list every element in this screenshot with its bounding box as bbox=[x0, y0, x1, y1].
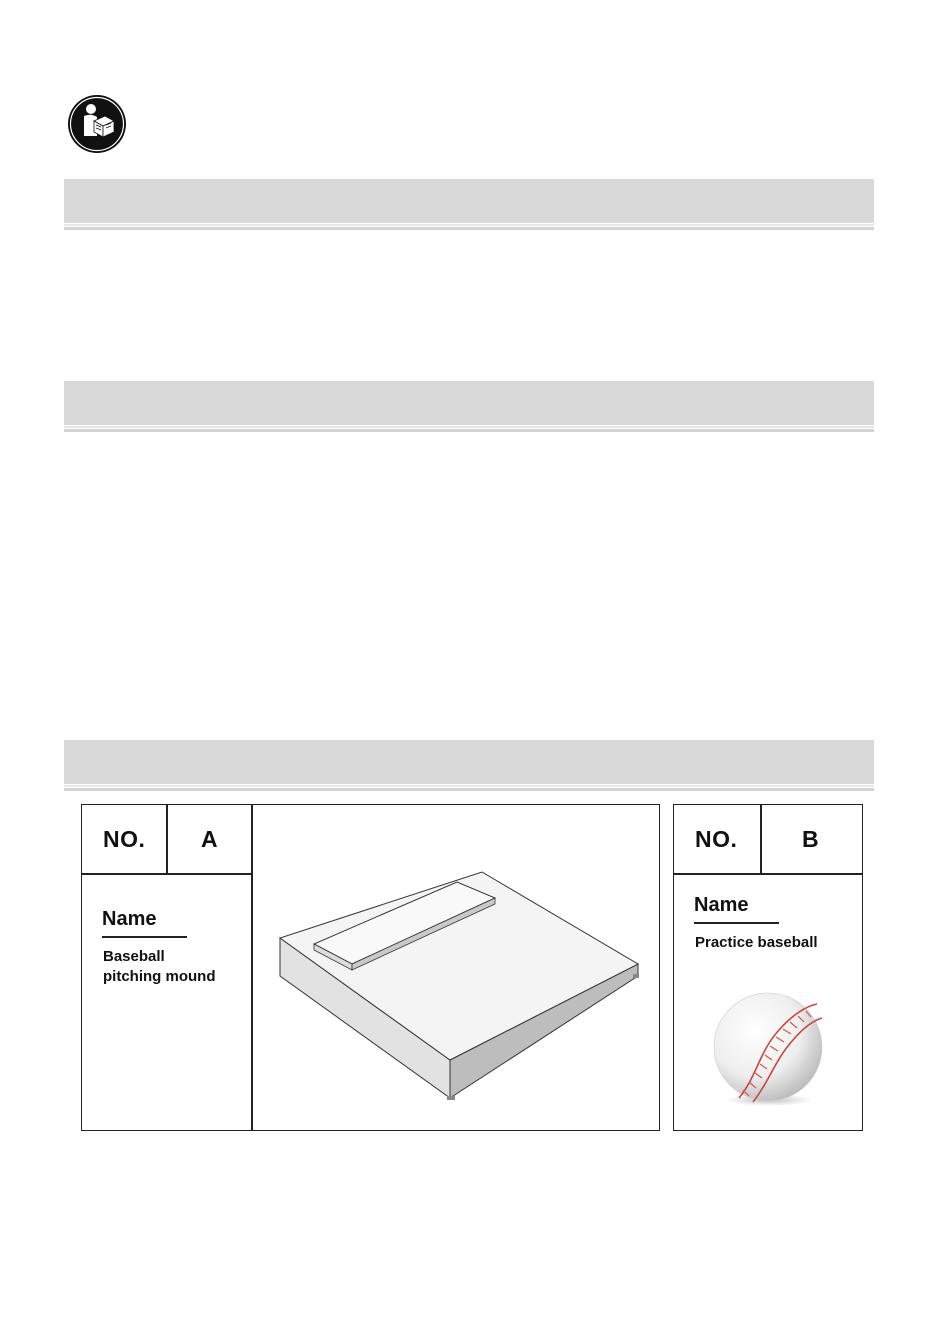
part-a-name: Baseball pitching mound bbox=[103, 948, 216, 985]
section-rule bbox=[64, 227, 874, 230]
section-rule bbox=[64, 429, 874, 432]
pitching-mound-illustration bbox=[270, 860, 650, 1100]
part-a-name-label: Name bbox=[102, 908, 157, 930]
section-rule bbox=[64, 426, 874, 428]
part-b-name: Practice baseball bbox=[695, 934, 818, 951]
section-header-band-2 bbox=[64, 381, 874, 425]
part-b-name-label: Name bbox=[694, 894, 749, 916]
section-rule bbox=[64, 785, 874, 787]
section-rule bbox=[64, 224, 874, 226]
divider bbox=[102, 936, 187, 938]
section-rule bbox=[64, 788, 874, 791]
section-header-band-1 bbox=[64, 179, 874, 223]
read-manual-icon bbox=[67, 94, 127, 154]
divider bbox=[81, 873, 252, 875]
part-a-id: A bbox=[201, 826, 219, 852]
part-b-no-label: NO. bbox=[695, 826, 738, 852]
divider bbox=[760, 804, 762, 874]
section-header-band-3 bbox=[64, 740, 874, 784]
divider bbox=[673, 873, 863, 875]
part-a-no-label: NO. bbox=[103, 826, 146, 852]
baseball-photo bbox=[709, 990, 827, 1108]
divider bbox=[166, 804, 168, 874]
divider bbox=[251, 804, 253, 1131]
divider bbox=[694, 922, 779, 924]
part-b-id: B bbox=[802, 826, 820, 852]
